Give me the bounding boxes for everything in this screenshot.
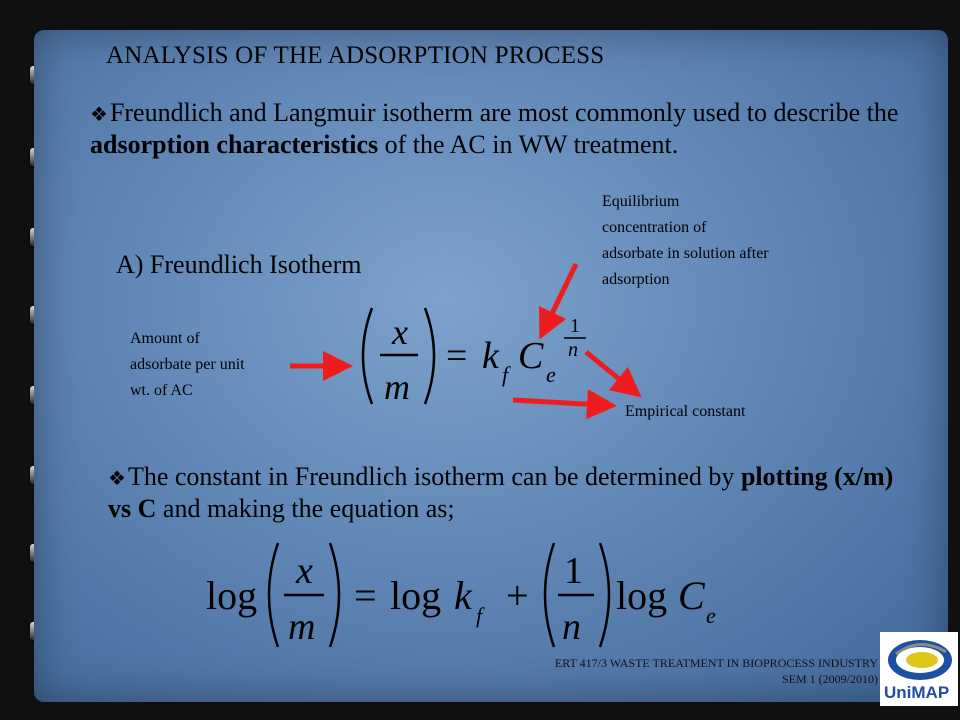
denominator-m: m xyxy=(384,367,410,407)
k-symbol: k xyxy=(482,335,499,377)
right-paren-2 xyxy=(600,543,609,647)
exponent-numerator: 1 xyxy=(570,315,580,337)
log-symbol-3: log xyxy=(616,573,668,618)
footer-semester: SEM 1 (2009/2010) xyxy=(782,672,878,686)
equals-sign: = xyxy=(446,335,468,377)
equals-sign: = xyxy=(354,573,377,618)
slide-footer xyxy=(555,655,878,687)
intro-text-end: of the AC in WW treatment. xyxy=(378,130,679,159)
c-symbol: C xyxy=(678,573,705,618)
k-symbol: k xyxy=(454,573,472,618)
plus-sign: + xyxy=(506,573,529,618)
slide-title: ANALYSIS OF THE ADSORPTION PROCESS xyxy=(106,42,605,69)
freundlich-subheading: A) Freundlich Isotherm xyxy=(116,250,362,279)
arrow-to-ce xyxy=(546,264,576,326)
second-point-bold-text: plotting (x/m) vs C xyxy=(108,462,894,523)
left-paren xyxy=(269,543,278,647)
annotation-line: Amount of xyxy=(130,330,200,347)
left-paren-2 xyxy=(545,543,554,647)
c-symbol: C xyxy=(518,335,544,377)
c-subscript: e xyxy=(546,362,556,387)
c-subscript: e xyxy=(706,603,716,628)
numerator-x: x xyxy=(392,312,408,352)
unimap-logo-graphic xyxy=(880,632,958,706)
numerator-one: 1 xyxy=(564,550,583,592)
annotation-line: adsorption xyxy=(602,271,670,288)
diamond-bullet-icon: ❖ xyxy=(90,104,108,126)
svg-text:UniMAP: UniMAP xyxy=(884,683,950,702)
denominator-m: m xyxy=(288,606,316,648)
log-symbol-2: log xyxy=(390,573,442,618)
unimap-logo xyxy=(880,632,958,706)
diamond-bullet-icon: ❖ xyxy=(108,468,126,490)
annotation-empirical-constant: Empirical constant xyxy=(625,403,746,420)
arrow-to-exponent-n xyxy=(586,352,630,388)
denominator-n: n xyxy=(562,606,581,648)
intro-text: Freundlich and Langmuir isotherm are most commonly used to describe the xyxy=(109,98,899,127)
numerator-x: x xyxy=(296,550,313,592)
exponent-denominator: n xyxy=(568,339,578,361)
intro-bold-text: adsorption characteristics xyxy=(90,130,379,159)
k-subscript: f xyxy=(476,603,483,628)
second-point-text-end: and making the equation as; xyxy=(156,494,455,523)
right-paren xyxy=(330,543,339,647)
footer-course: ERT 417/3 WASTE TREATMENT IN BIOPROCESS INDUSTRY xyxy=(554,656,878,670)
annotation-line: adsorbate per unit xyxy=(130,356,245,373)
annotation-line: concentration of xyxy=(602,219,707,236)
arrow-to-kf xyxy=(513,400,602,405)
log-symbol: log xyxy=(206,573,258,618)
k-subscript: f xyxy=(502,362,509,387)
second-point-paragraph xyxy=(108,462,908,524)
freundlich-log-equation xyxy=(200,535,740,655)
second-point-text: The constant in Freundlich isotherm can be determined by xyxy=(127,462,741,491)
annotation-line: Equilibrium xyxy=(602,193,680,210)
annotation-line: adsorbate in solution after xyxy=(602,245,769,262)
annotation-line: wt. of AC xyxy=(130,382,193,399)
